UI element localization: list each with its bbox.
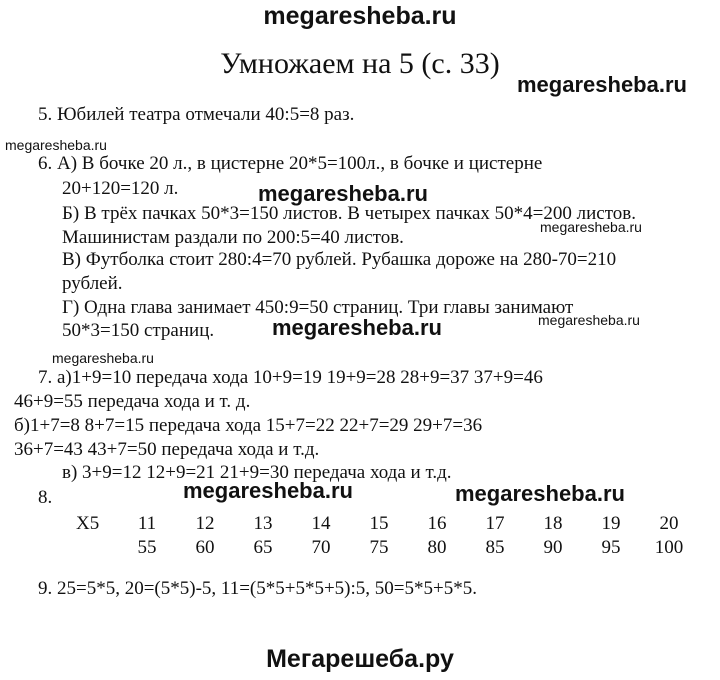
watermark: megaresheba.ru: [517, 72, 687, 97]
table-cell: 100: [654, 537, 684, 558]
table-cell: 70: [311, 537, 331, 558]
table-cell: 80: [427, 537, 447, 558]
task-8-number: 8.: [38, 487, 53, 508]
watermark: megaresheba.ru: [258, 181, 428, 206]
task-5: 5. Юбилей театра отмечали 40:5=8 раз.: [38, 104, 355, 125]
table-cell: 13: [253, 513, 273, 534]
task-7-line-1: 7. а)1+9=10 передача хода 10+9=19 19+9=28 28+9=37 37+9=46: [38, 367, 543, 388]
table-cell: 15: [369, 513, 389, 534]
table-cell: 16: [427, 513, 447, 534]
task-6-line-6: рублей.: [62, 273, 123, 294]
watermark: megaresheba.ru: [540, 219, 642, 235]
table-cell: X5: [76, 513, 100, 534]
page-title: Умножаем на 5 (с. 33): [220, 47, 500, 80]
watermark: megaresheba.ru: [272, 315, 442, 340]
table-cell: 95: [601, 537, 621, 558]
table-cell: 65: [253, 537, 273, 558]
watermark: megaresheba.ru: [183, 478, 353, 503]
table-cell: 90: [543, 537, 563, 558]
table-cell: 85: [485, 537, 505, 558]
task-7-line-5: в) 3+9=12 12+9=21 21+9=30 передача хода и т.д.: [62, 462, 452, 483]
task-6-line-4: Машинистам раздали по 200:5=40 листов.: [62, 227, 404, 248]
watermark-bottom: Мегарешеба.ру: [266, 645, 454, 673]
task-7-line-2: 46+9=55 передача хода и т. д.: [14, 391, 251, 412]
table-cell: 11: [137, 513, 157, 534]
task-7-line-4: 36+7=43 43+7=50 передача хода и т.д.: [14, 439, 320, 460]
task-6-line-1: 6. А) В бочке 20 л., в цистерне 20*5=100л., в бочке и цистерне: [38, 153, 543, 174]
table-cell: 19: [601, 513, 621, 534]
table-cell: 12: [195, 513, 215, 534]
table-cell: 14: [311, 513, 331, 534]
task-6-line-7: Г) Одна глава занимает 450:9=50 страниц. Три главы занимают: [62, 297, 574, 318]
watermark-top: megaresheba.ru: [263, 2, 457, 30]
table-cell: 17: [485, 513, 505, 534]
watermark: megaresheba.ru: [455, 481, 625, 506]
multiplication-table: [76, 512, 698, 560]
table-row-results: [76, 536, 698, 560]
table-cell: [76, 536, 118, 560]
task-6-line-3: Б) В трёх пачках 50*3=150 листов. В четырех пачках 50*4=200 листов.: [62, 203, 636, 224]
watermark: megaresheba.ru: [52, 350, 154, 366]
table-row-header: [76, 512, 698, 536]
table-cell: 75: [369, 537, 389, 558]
task-9: 9. 25=5*5, 20=(5*5)-5, 11=(5*5+5*5+5):5, 50=5*5+5*5.: [38, 578, 477, 599]
table-cell: 55: [137, 537, 157, 558]
task-6-line-2: 20+120=120 л.: [62, 178, 179, 199]
table-cell: 60: [195, 537, 215, 558]
watermark: megaresheba.ru: [538, 312, 640, 328]
task-7-line-3: б)1+7=8 8+7=15 передача хода 15+7=22 22+7=29 29+7=36: [14, 415, 483, 436]
task-6-line-8: 50*3=150 страниц.: [62, 320, 215, 341]
table-cell: 18: [543, 513, 563, 534]
watermark: megaresheba.ru: [5, 137, 107, 153]
task-6-line-5: В) Футболка стоит 280:4=70 рублей. Рубашка дороже на 280-70=210: [62, 249, 617, 270]
table-cell: 20: [659, 513, 679, 534]
